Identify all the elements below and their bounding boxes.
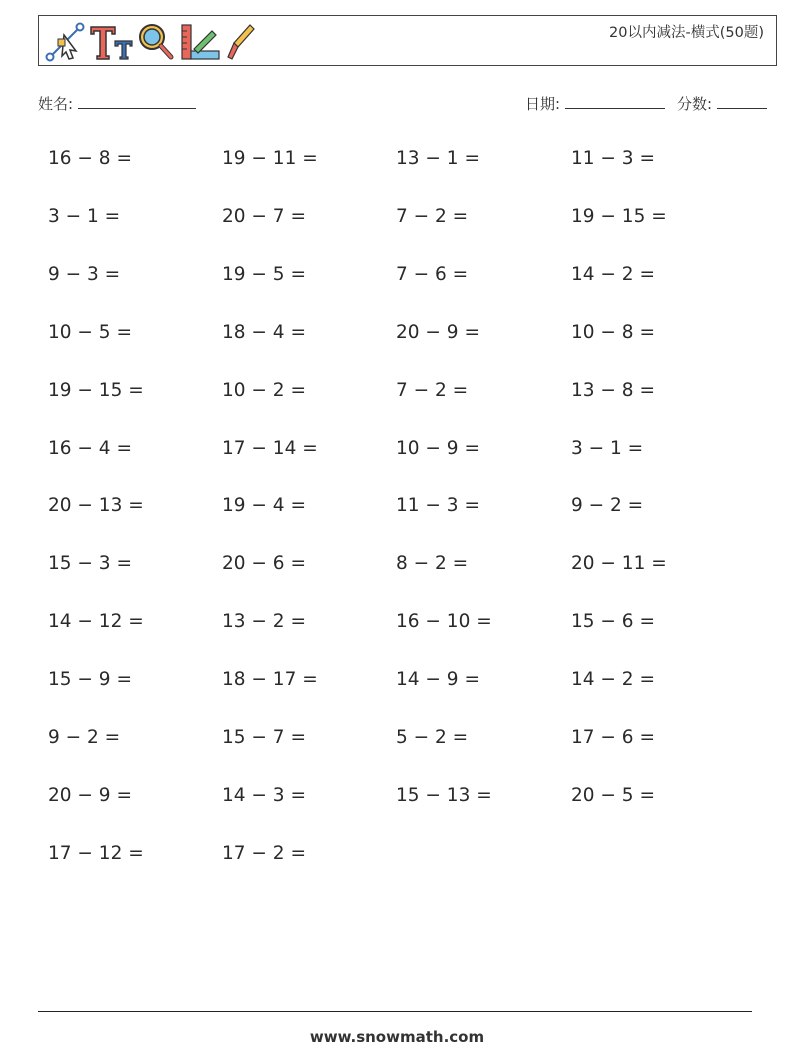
worksheet-header [38, 15, 777, 66]
problem-item: 15 − 6 = [571, 611, 655, 633]
problem-item: 15 − 9 = [48, 669, 132, 691]
footer-url: www.snowmath.com [309, 1028, 485, 1046]
problem-item: 20 − 9 = [48, 784, 132, 806]
problem-item: 14 − 12 = [48, 611, 144, 633]
ruler-pencil-icon [178, 21, 222, 63]
problem-item: 10 − 8 = [571, 321, 655, 343]
problem-item: 14 − 2 = [571, 669, 655, 691]
date-blank-line[interactable] [565, 94, 665, 109]
problem-item: 9 − 3 = [48, 263, 121, 285]
problem-item: 5 − 2 = [396, 727, 469, 748]
problem-item: 3 − 1 = [48, 205, 121, 227]
problem-item: 10 − 9 = [396, 437, 480, 459]
name-label: 姓名: [38, 95, 74, 113]
problem-item: 17 − 12 = [48, 842, 144, 864]
problem-item: 3 − 1 = [571, 437, 644, 459]
problem-item: 15 − 7 = [222, 727, 306, 748]
problem-item: 13 − 1 = [396, 148, 480, 169]
problem-item: 14 − 2 = [571, 263, 655, 285]
problem-item: 16 − 4 = [48, 437, 132, 459]
date-field [525, 93, 665, 114]
footer-divider [38, 1011, 752, 1012]
problem-item: 16 − 10 = [396, 611, 492, 633]
name-field [38, 93, 196, 114]
problem-item: 9 − 2 = [48, 727, 121, 748]
problem-item: 11 − 3 = [571, 148, 655, 169]
score-field [677, 93, 767, 114]
worksheet-title: 20以内减法-横式(50题) [609, 25, 764, 41]
problem-item: 19 − 11 = [222, 148, 318, 169]
problem-item: 18 − 4 = [222, 321, 306, 343]
score-blank-line[interactable] [717, 94, 767, 109]
problem-item: 10 − 2 = [222, 379, 306, 401]
header-icons [44, 20, 258, 64]
paintbrush-icon [224, 21, 258, 63]
text-size-icon [88, 21, 134, 63]
magnifier-idea-icon [136, 21, 176, 63]
problem-item: 10 − 5 = [48, 321, 132, 343]
problem-item: 11 − 3 = [396, 495, 480, 517]
problem-item: 20 − 7 = [222, 205, 306, 227]
problem-item: 20 − 13 = [48, 495, 144, 517]
problem-item: 9 − 2 = [571, 495, 644, 517]
problem-item: 19 − 5 = [222, 263, 306, 285]
problem-item: 7 − 2 = [396, 205, 469, 227]
score-label: 分数: [677, 95, 713, 113]
problem-item: 17 − 6 = [571, 727, 655, 748]
problem-item: 7 − 6 = [396, 263, 469, 285]
date-label: 日期: [525, 95, 561, 113]
problem-item: 20 − 11 = [571, 553, 667, 575]
problem-item: 7 − 2 = [396, 379, 469, 401]
problem-item: 15 − 13 = [396, 784, 492, 806]
problem-item: 18 − 17 = [222, 669, 318, 691]
problem-item: 8 − 2 = [396, 553, 469, 575]
problem-item: 17 − 2 = [222, 842, 306, 864]
problem-item: 13 − 2 = [222, 611, 306, 633]
problem-item: 20 − 5 = [571, 784, 655, 806]
problem-item: 16 − 8 = [48, 148, 132, 169]
problem-item: 17 − 14 = [222, 437, 318, 459]
problem-item: 13 − 8 = [571, 379, 655, 401]
problem-item: 19 − 4 = [222, 495, 306, 517]
problem-item: 20 − 9 = [396, 321, 480, 343]
pen-tool-icon [44, 21, 86, 63]
problem-item: 14 − 9 = [396, 669, 480, 691]
problem-item: 19 − 15 = [48, 379, 144, 401]
problem-item: 19 − 15 = [571, 205, 667, 227]
problem-item: 15 − 3 = [48, 553, 132, 575]
problem-item: 20 − 6 = [222, 553, 306, 575]
problem-item: 14 − 3 = [222, 784, 306, 806]
name-blank-line[interactable] [78, 94, 196, 109]
